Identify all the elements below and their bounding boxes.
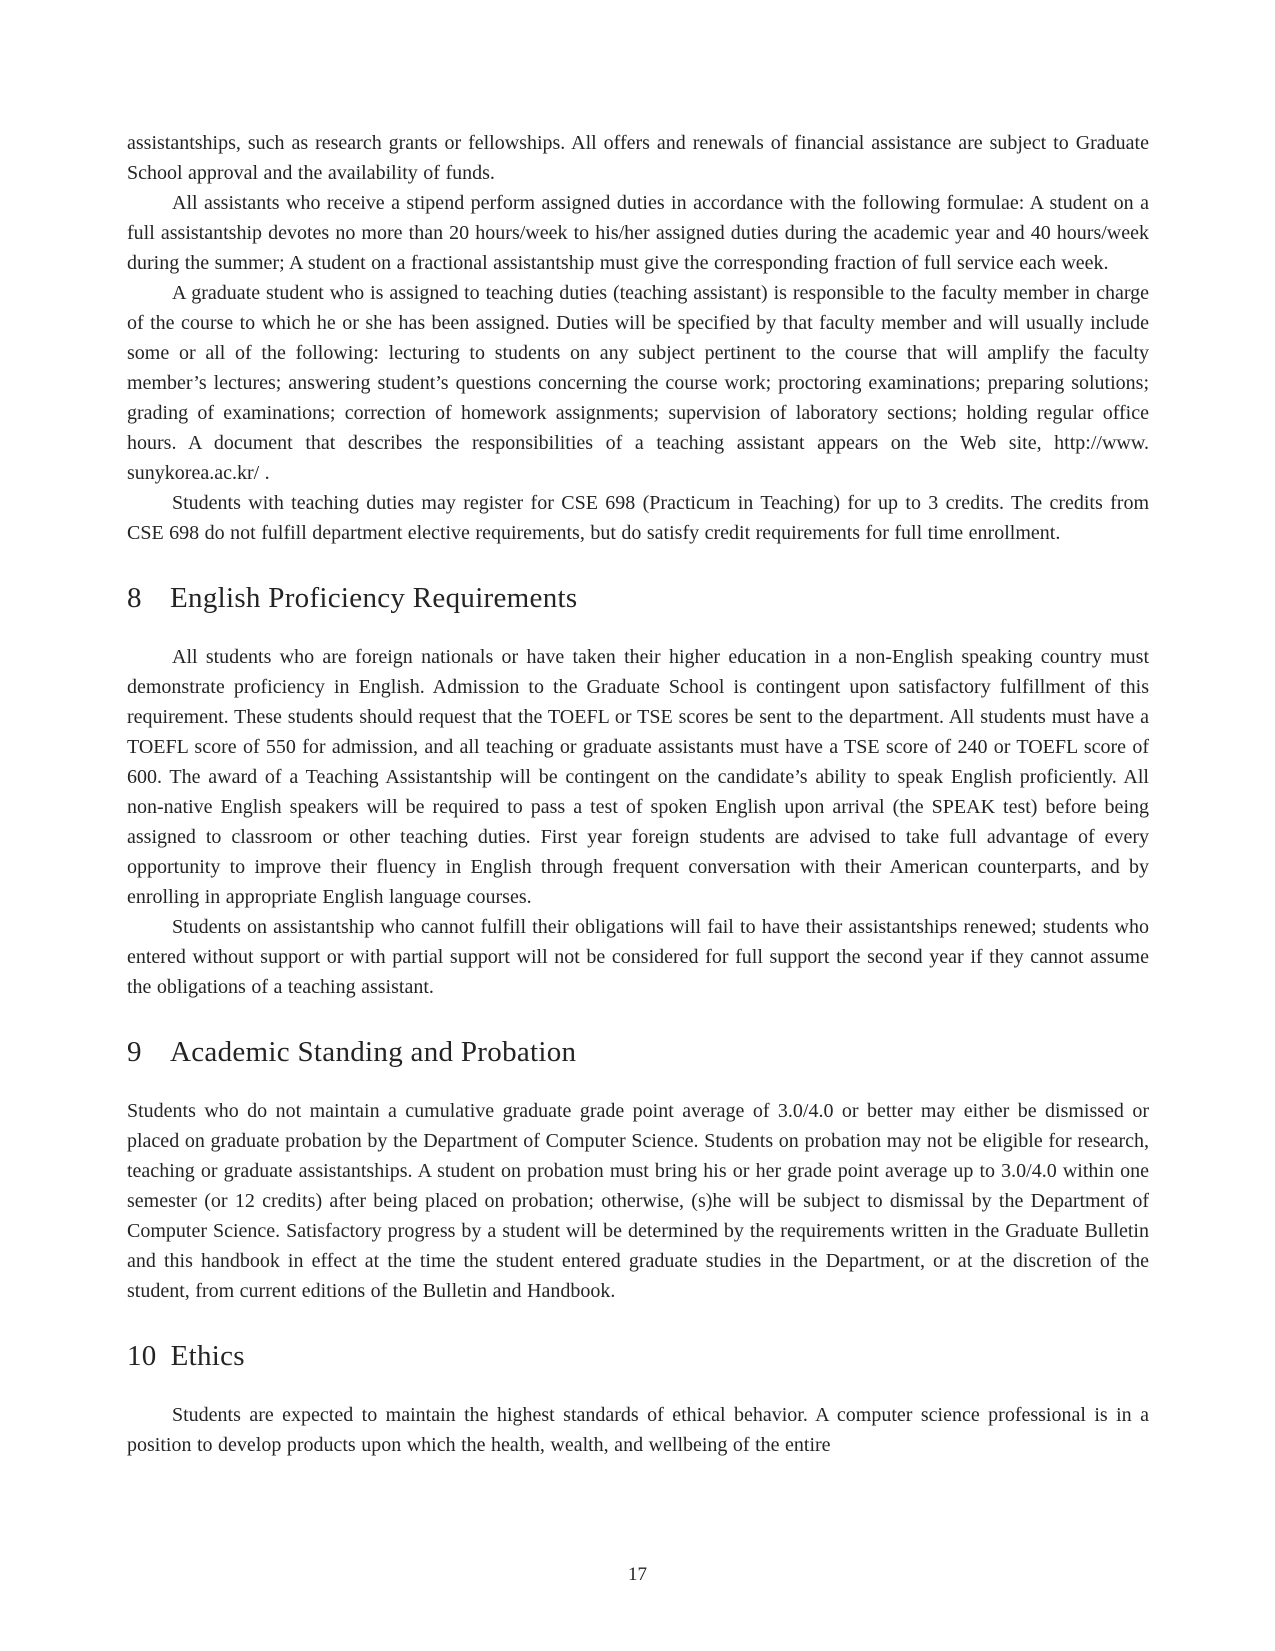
section-heading-english-proficiency [127,580,1149,616]
paragraph-cse-698-practicum: Students with teaching duties may register for CSE 698 (Practicum in Teaching) for up to 3 credits. The credits from CSE 698 do not fulfill department elective requirements, but do satisfy credit requirements for full time enrollment. [127,492,1149,544]
section-heading-academic-standing [127,1034,1149,1070]
paragraph-academic-standing: Students who do not maintain a cumulative graduate grade point average of 3.0/4.0 or better may either be dismissed or placed on graduate probation by the Department of Computer Science. Students on probation may not be eligible for research, teaching or graduate assistantships. A student on probation must bring his or her grade point average up to 3.0/4.0 within one semester (or 12 credits) after being placed on probation; otherwise, (s)he will be subject to dismissal by the Department of Computer Science. Satisfactory progress by a student will be determined by the requirements written in the Graduate Bulletin and this handbook in effect at the time the student entered graduate studies in the Department, or at the discretion of the student, from current editions of the Bulletin and Handbook. [127,1100,1149,1302]
section-title: English Proficiency Requirements [170,582,578,614]
paragraph-ethics: Students are expected to maintain the highest standards of ethical behavior. A computer science professional is in a position to develop products upon which the health, wealth, and wellbeing of the entire [127,1404,1149,1456]
paragraph-assistantships-continued: assistantships, such as research grants or fellowships. All offers and renewals of financial assistance are subject to Graduate School approval and the availability of funds. [127,132,1149,184]
document-body [127,128,1149,1460]
section-number: 8 [127,582,142,614]
paragraph-english-proficiency: All students who are foreign nationals or have taken their higher education in a non-English speaking country must demonstrate proficiency in English. Admission to the Graduate School is contingent upon satisfactory fulfillment of this requirement. These students should request that the TOEFL or TSE scores be sent to the department. All students must have a TOEFL score of 550 for admission, and all teaching or graduate assistants must have a TSE score of 240 or TOEFL score of 600. The award of a Teaching Assistantship will be contingent on the candidate’s ability to speak English proficiently. All non-native English speakers will be required to pass a test of spoken English upon arrival (the SPEAK test) before being assigned to classroom or other teaching duties. First year foreign students are advised to take full advantage of every opportunity to improve their fluency in English through frequent conversation with their American counterparts, and by enrolling in appropriate English language courses. [127,646,1149,908]
section-number: 9 [127,1036,142,1068]
paragraph-assistantship-obligations: Students on assistantship who cannot fulfill their obligations will fail to have their assistantships renewed; students who entered without support or with partial support will not be considered for full support the second year if they cannot assume the obligations of a teaching assistant. [127,916,1149,998]
section-number: 10 [127,1340,157,1372]
page-number: 17 [628,1564,647,1585]
paragraph-stipend-duties: All assistants who receive a stipend perform assigned duties in accordance with the following formulae: A student on a full assistantship devotes no more than 20 hours/week to his/her assigned duties during the academic year and 40 hours/week during the summer; A student on a fractional assistantship must give the corresponding fraction of full service each week. [127,192,1149,274]
paragraph-teaching-assistant-duties: A graduate student who is assigned to teaching duties (teaching assistant) is responsible to the faculty member in charge of the course to which he or she has been assigned. Duties will be specified by that faculty member and will usually include some or all of the following: lecturing to students on any subject pertinent to the course that will amplify the faculty member’s lectures; answering student’s questions concerning the course work; proctoring examinations; preparing solutions; grading of examinations; correction of homework assignments; supervision of laboratory sections; holding regular office hours. A document that describes the responsibilities of a teaching assistant appears on the Web site, http://www. sunykorea.ac.kr/ . [127,282,1149,484]
section-title: Ethics [170,1340,245,1372]
section-heading-ethics [127,1338,1149,1374]
section-title: Academic Standing and Probation [170,1036,577,1068]
